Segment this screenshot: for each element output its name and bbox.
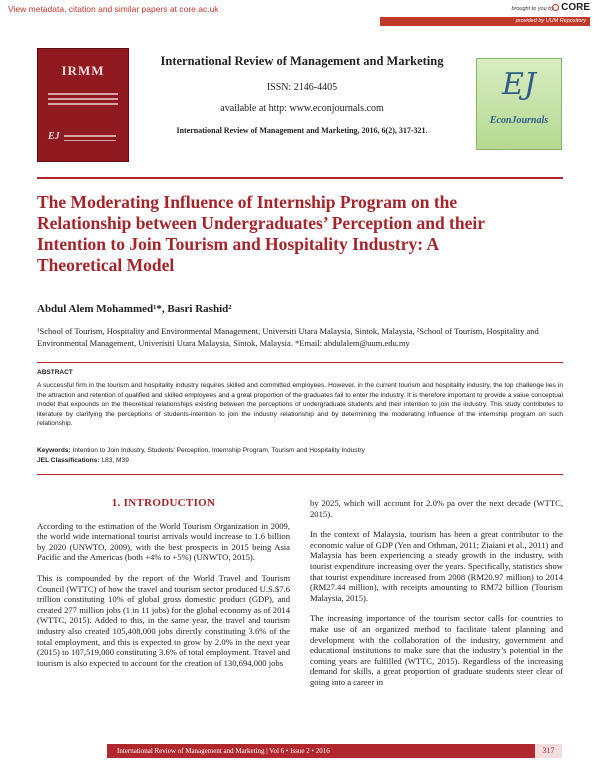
keywords-block [37,446,563,465]
right-column [310,498,563,698]
paper-affiliations: ¹School of Tourism, Hospitality and Environmental Management, Universiti Utara Malaysia, Sintok, Malaysia, ²School of Tourism, Hospitality and Environmental Management, Univerisiti Utara Malaysia, Sintok, Malaysia. *Email: abdulalem@uum.edu.my [37,326,539,348]
paper-title: The Moderating Influence of Internship Program on the Relationship between Undergraduates’ Perception and their Intention to Join Tourism and Hospitality Industry: A Theoretical Model [37,192,485,275]
cover-abbreviation: IRMM [61,63,105,78]
keywords-text: Intention to Join Industry, Students’ Perception, Internship Program, Tourism and Hospitality Industry [72,447,365,454]
body-paragraph: According to the estimation of the World Tourism Organization in 2009, the world wide international tourist arrivals would increase to 1.6 billion by 2020 (UNWTO, 2009), with the best prospects in 2015 being Asia Pacific and the Americas (both +4% to +5%) (UNWTO, 2015). [37,520,290,563]
brought-by-text: brought to you by [511,6,554,12]
header-divider [37,177,563,179]
abstract-text: A successful firm in the tourism and hospitality industry requires skilled and committed employees. However, in the current tourism and hospitality industry, the top challenge lies in the attraction and retention of qualified and skilled employees and a great proportion of the graduates fail to enter the industry. It is therefore important to provide a value conceptual model that expounds on the theoretical relationships existing between the perceptions of undergraduate students and their intention to join the industry. This study contributes to literature by clarifying the perceptions of students-intention to join the industry relationship and by determining the moderating influence of the internship program on such relationship. [37,382,563,428]
journal-title: International Review of Management and Marketing [160,54,444,68]
ej-logo-name: EconJournals [489,115,549,126]
abstract-top-divider [37,362,563,363]
page-number: 317 [535,744,562,758]
body-paragraph: This is compounded by the report of the World Travel and Tourism Council (WTTC) of how the travel and tourism sector produced U.S.$7.6 trillion constituting 10% of global gross domestic product (GDP), and created 277 million jobs (1 in 11 jobs) for the global economy as of 2014 (WTTC, 2015). Added to this, in the same year, the travel and tourism industry also created 105,408,000 jobs directly constituting 3.6% of the total employment, and this is expected to grow by 2.0% in the next year (2015) to 107,519,000 constituting 3.6% of total employment. Travel and tourism is also expected to account for the creation of 130,694,000 jobs [37,572,290,668]
core-icon [552,4,559,11]
abstract-heading: ABSTRACT [37,369,73,376]
provided-by-banner[interactable]: provided by UUM Repository [380,17,590,26]
journal-cover-image [37,48,129,162]
body-paragraph: by 2025, which will account for 2.0% pa over the next decade (WTTC, 2015). [310,498,563,519]
body-paragraph: The increasing importance of the tourism sector calls for countries to make use of an organized method to facilitate talent planning and development with the collaboration of the industry, government and educational institutions to make sure that the industry’s potential in the coming years are fulfilled (WTTC, 2015). Regardless of the increasing demand for skills, a great proportion of graduate students steer clear of going into a career in [310,613,563,687]
core-metadata-link[interactable]: View metadata, citation and similar papers at core.ac.uk [8,4,219,14]
ej-logo-mark: EJ [502,67,536,102]
abstract-bottom-divider [37,474,563,475]
paper-authors: Abdul Alem Mohammed¹*, Basri Rashid² [37,303,232,315]
journal-header [37,48,562,170]
page-footer: International Review of Management and Marketing | Vol 6 • Issue 2 • 2016 [107,744,562,758]
journal-info [157,54,447,135]
section-heading: 1. INTRODUCTION [111,497,216,509]
core-logo-label: CORE [561,2,590,13]
core-logo[interactable] [552,2,590,13]
econjournals-logo [476,58,562,150]
keywords-label: Keywords: [37,447,71,454]
journal-availability: available at http: www.econjournals.com [220,103,384,114]
body-paragraph: In the context of Malaysia, tourism has been a great contributor to the economic value of GDP (Yen and Othman, 2011; Ziaiani et al., 2011) and Malaysia has been experiencing a steady growth in the industry, with tourist expenditure increasing over the years. Specifically, statistics show that tourist expenditure increased from 2008 (RM20.97 million) to 2014 (RM27.44 million), with receipts amounting to RM72 billion (Tourism Malaysia, 2015). [310,529,563,603]
journal-citation: International Review of Management and Marketing, 2016, 6(2), 317-321. [176,126,428,135]
journal-issn: ISSN: 2146-4405 [266,82,338,93]
left-column [37,498,290,678]
jel-text: L83, M39 [101,456,129,464]
top-bar [0,0,600,30]
cover-ej-logo: EJ [48,131,60,142]
jel-label: JEL Classifications: [37,456,100,464]
